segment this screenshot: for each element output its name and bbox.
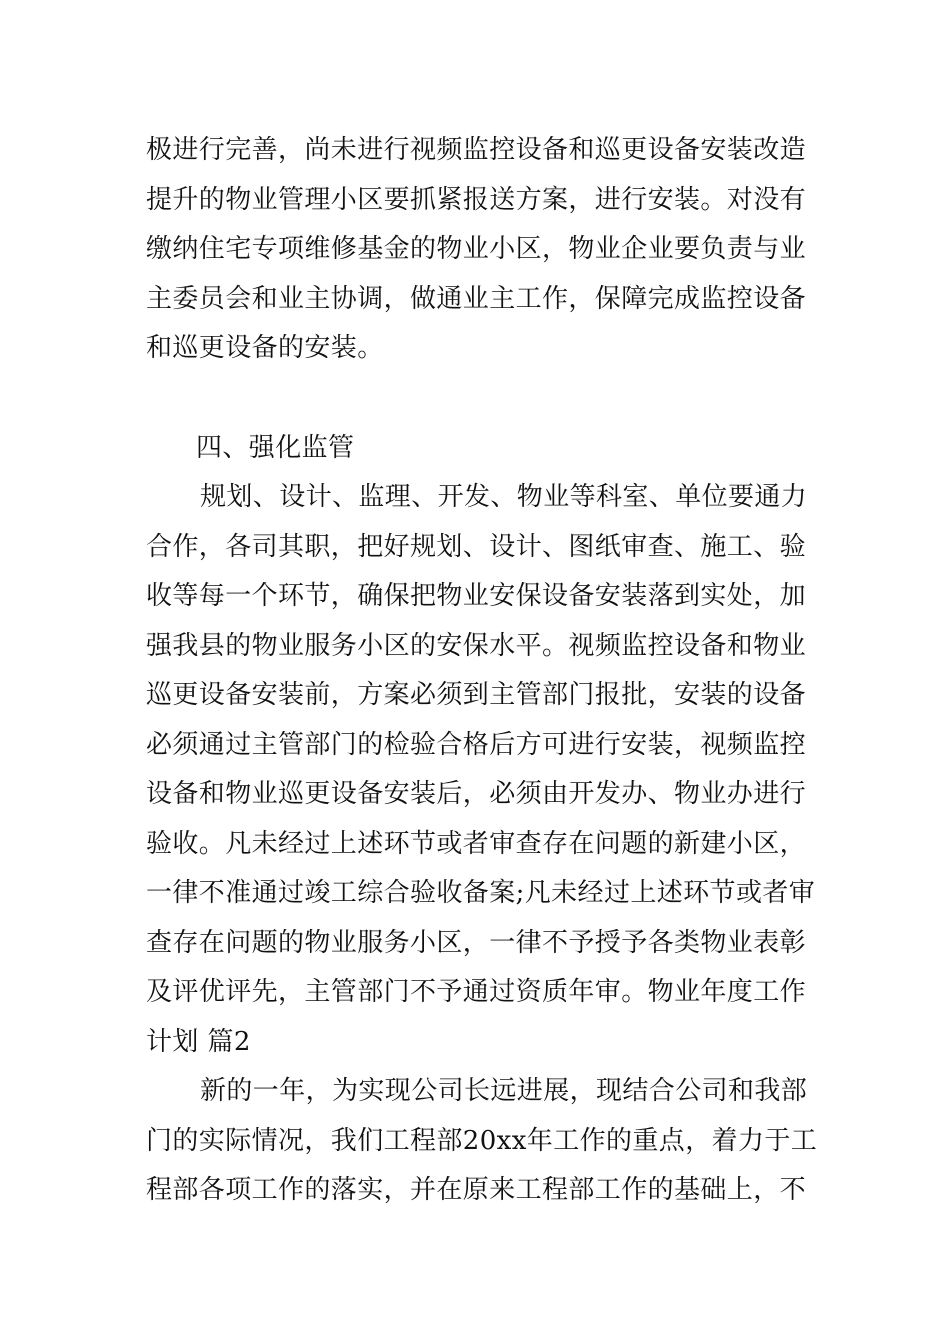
text-line: 必须通过主管部门的检验合格后方可进行安装，视频监控 [146,730,807,760]
text-line: 及评优评先，主管部门不予通过资质年审。物业年度工作 [146,977,807,1007]
text-line: 和巡更设备的安装。 [146,333,384,363]
text-line: 一律不准通过竣工综合验收备案;凡未经过上述环节或者审 [146,878,816,908]
text-line: 提升的物业管理小区要抓紧报送方案，进行安装。对没有 [146,185,807,215]
text-line: 强我县的物业服务小区的安保水平。视频监控设备和物业 [146,631,807,661]
text-line: 门的实际情况，我们工程部20xx年工作的重点，着力于工 [146,1126,818,1156]
text-line: 巡更设备安装前，方案必须到主管部门报批，安装的设备 [146,680,807,710]
text-line: 主委员会和业主协调，做通业主工作，保障完成监控设备 [146,284,807,314]
text-line: 设备和物业巡更设备安装后，必须由开发办、物业办进行 [146,779,807,809]
text-line: 缴纳住宅专项维修基金的物业小区，物业企业要负责与业 [146,234,807,264]
text-line: 验收。凡未经过上述环节或者审查存在问题的新建小区， [146,829,807,859]
text-line: 计划 篇2 [146,1027,251,1057]
text-line: 新的一年，为实现公司长远进展，现结合公司和我部 [200,1076,808,1106]
text-line: 合作，各司其职，把好规划、设计、图纸审查、施工、验 [146,532,807,562]
section-heading: 四、强化监管 [196,433,355,463]
text-line: 极进行完善，尚未进行视频监控设备和巡更设备安装改造 [146,135,807,165]
text-line: 收等每一个环节，确保把物业安保设备安装落到实处，加 [146,581,807,611]
text-line: 规划、设计、监理、开发、物业等科室、单位要通力 [200,482,808,512]
text-line: 程部各项工作的落实，并在原来工程部工作的基础上，不 [146,1175,807,1205]
text-line: 查存在问题的物业服务小区，一律不予授予各类物业表彰 [146,928,807,958]
